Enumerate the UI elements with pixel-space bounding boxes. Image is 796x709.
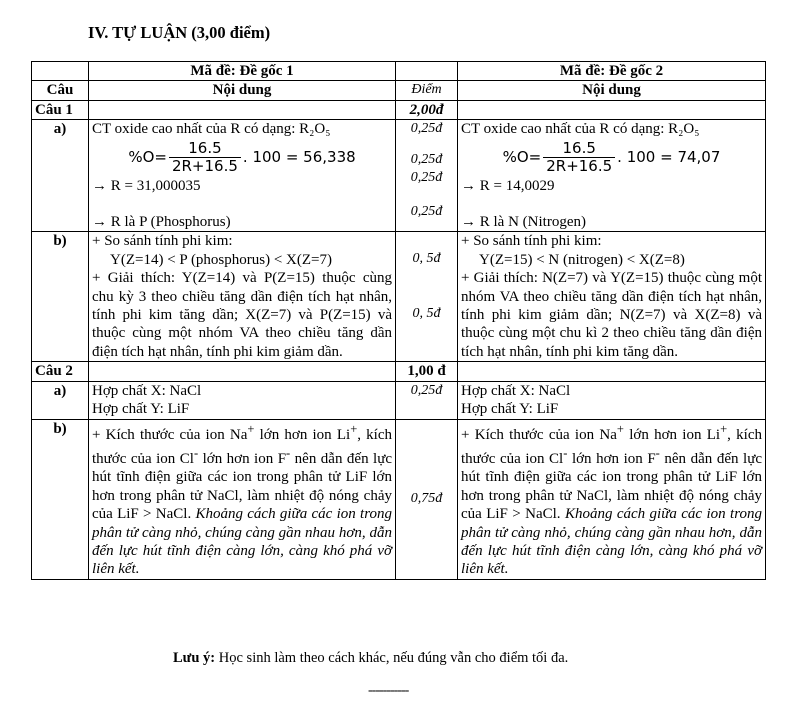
code-1: Mã đề: Đề gốc 1 [89, 62, 396, 81]
note [173, 650, 568, 667]
question-1a-right: CT oxide cao nhất của R có dạng: R₂O₅ %O= $\frac{16.5}{2R+16.5}$ . 100 = 74,07 → R = 14,0029 → R là N (Nitrogen) [458, 120, 766, 232]
question-1b-right: + So sánh tính phi kim: Y(Z=15) < N (nitrogen) < X(Z=8) + Giải thích: N(Z=7) và Y(Z=15) thuộc cùng một nhóm VA theo chiều tăng dần điện tích hạt nhân, tính phi kim giảm dần; N(Z=7) và X(Z=8) và thuộc cùng một chu kì 2 theo chiều tăng dần điện tích hạt nhân, tính phi kim tăng dần. [458, 232, 766, 362]
question-1-score: 2,00đ [396, 100, 458, 119]
question-1b-row [32, 232, 766, 362]
question-1a-label: a) [32, 120, 89, 232]
header-row-codes [32, 62, 766, 81]
footer-dashes: ----------- [368, 683, 409, 698]
col-diem: Điểm [396, 81, 458, 100]
question-2-score: 1,00 đ [396, 362, 458, 381]
col-cau: Câu [32, 81, 89, 100]
question-2a-left: Hợp chất X: NaCl Hợp chất Y: LiF [89, 381, 396, 419]
question-2b-score: 0,75đ [396, 419, 458, 579]
question-1b-label: b) [32, 232, 89, 362]
question-2b-left: + Kích thước của ion Na+ lớn hơn ion Li+, kích thước của ion Cl- lớn hơn ion F- nên dẫn đến lực hút tĩnh điện giữa các ion trong phân tử LiF lớn hơn trong phân tử NaCl, làm nhiệt độ nóng chảy của LiF > NaCl. Khoảng cách giữa các ion trong phân tử càng nhỏ, chúng càng gần nhau hơn, dẫn đến lực hút tĩnh điện càng lớn, càng khó phá vỡ liên kết. [89, 419, 396, 579]
question-2a-score: 0,25đ [396, 381, 458, 419]
question-1a-left: CT oxide cao nhất của R có dạng: R₂O₅ %O= $\frac{16.5}{2R+16.5}$ . 100 = 56,338 → R = 31,000035 → R là P (Phosphorus) [89, 120, 396, 232]
question-2-row [32, 362, 766, 381]
question-1a-scores: 0,25đ 0,25đ 0,25đ 0,25đ [396, 120, 458, 232]
percent-formula-2: %O= $\frac{16.5}{2R+16.5}$ . 100 = 74,07 [502, 139, 721, 176]
header-row-columns [32, 81, 766, 100]
note-label: Lưu ý: [173, 650, 216, 666]
question-2a-row [32, 381, 766, 419]
question-1a-row [32, 120, 766, 232]
col-noidung-1: Nội dung [89, 81, 396, 100]
section-title: IV. TỰ LUẬN (3,00 điểm) [88, 23, 271, 42]
question-2a-label: a) [32, 381, 89, 419]
question-2b-right: + Kích thước của ion Na+ lớn hơn ion Li+, kích thước của ion Cl- lớn hơn ion F- nên dẫn đến lực hút tĩnh điện giữa các ion trong phân tử LiF lớn hơn trong phân tử NaCl, làm nhiệt độ nóng chảy của LiF > NaCl. Khoảng cách giữa các ion trong phân tử càng nhỏ, chúng càng gần nhau hơn, dẫn đến lực hút tĩnh điện càng lớn, càng khó phá vỡ liên kết. [458, 419, 766, 579]
question-2b-label: b) [32, 419, 89, 579]
code-2: Mã đề: Đề gốc 2 [458, 62, 766, 81]
question-1-label: Câu 1 [32, 100, 89, 119]
question-1b-scores: 0, 5đ 0, 5đ [396, 232, 458, 362]
percent-formula-1: %O= $\frac{16.5}{2R+16.5}$ . 100 = 56,338 [128, 139, 356, 176]
question-2a-right: Hợp chất X: NaCl Hợp chất Y: LiF [458, 381, 766, 419]
question-2b-row [32, 419, 766, 579]
question-1-row [32, 100, 766, 119]
question-2-label: Câu 2 [32, 362, 89, 381]
question-1b-left: + So sánh tính phi kim: Y(Z=14) < P (phosphorus) < X(Z=7) + Giải thích: Y(Z=14) và P(Z=15) thuộc cùng chu kỳ 3 theo chiều tăng dần điện tích hạt nhân, tính phi kim tăng dần; X(Z=7) và P(Z=15) và thuộc cùng một nhóm VA theo chiều tăng dần điện tích hạt nhân, tính phi kim giảm dần. [89, 232, 396, 362]
answer-table [31, 61, 766, 580]
col-noidung-2: Nội dung [458, 81, 766, 100]
note-text: Học sinh làm theo cách khác, nếu đúng vẫn cho điểm tối đa. [215, 650, 569, 666]
